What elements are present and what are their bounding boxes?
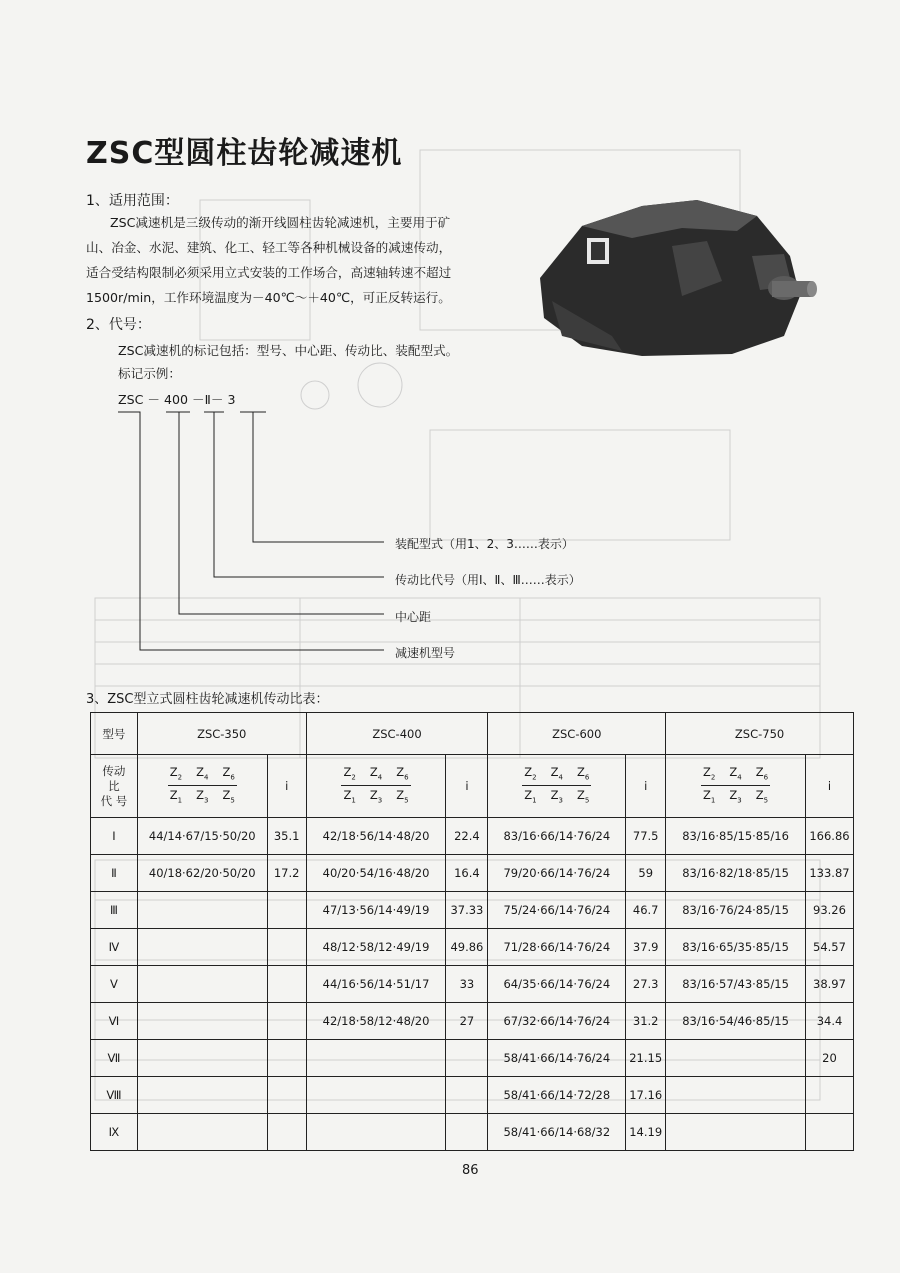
ratio-value-cell: 27 [446, 1003, 488, 1040]
ratio-code-cell: Ⅱ [91, 855, 138, 892]
ratio-value-cell: 16.4 [446, 855, 488, 892]
page-number: 86 [462, 1163, 479, 1178]
ratio-value-cell: 37.33 [446, 892, 488, 929]
gear-combo-cell: 83/16·76/24·85/15 [666, 892, 806, 929]
ratio-value-cell [267, 892, 306, 929]
gear-combo-cell [137, 1040, 267, 1077]
label-model: 减速机型号 [395, 646, 456, 660]
gear-combo-cell: 67/32·66/14·76/24 [488, 1003, 626, 1040]
ratio-value-cell [805, 1114, 853, 1151]
ratio-value-cell: 46.7 [626, 892, 666, 929]
gear-numerator: $Z_4$ [550, 764, 563, 781]
ratio-value-cell: 166.86 [805, 818, 853, 855]
example-label: 标记示例： [118, 366, 181, 381]
gear-fraction-header [137, 755, 267, 818]
gear-combo-cell [306, 1040, 446, 1077]
gear-combo-cell: 40/20·54/16·48/20 [306, 855, 446, 892]
gear-denominator: $Z_1$ [703, 788, 716, 805]
gear-denominator: $Z_1$ [169, 788, 183, 805]
ratio-value-cell [267, 1040, 306, 1077]
ratio-value-cell: 54.57 [805, 929, 853, 966]
section-heading-code: 2、代号： [86, 317, 151, 333]
gear-denominator: $Z_1$ [524, 788, 537, 805]
gear-fraction-header [488, 755, 626, 818]
gear-fraction [701, 765, 770, 808]
gear-combo-cell: 42/18·58/12·48/20 [306, 1003, 446, 1040]
gear-numerator: $Z_2$ [703, 764, 716, 781]
gear-numerator: $Z_2$ [343, 764, 356, 781]
header-i: i [805, 755, 853, 818]
page-title: ZSC型圆柱齿轮减速机 [86, 136, 403, 171]
gear-combo-cell: 71/28·66/14·76/24 [488, 929, 626, 966]
ratio-code-cell: Ⅶ [91, 1040, 138, 1077]
ratio-value-cell [446, 1114, 488, 1151]
header-zsc750: ZSC-750 [666, 713, 854, 755]
ratio-value-cell: 27.3 [626, 966, 666, 1003]
gear-combo-cell: 42/18·56/14·48/20 [306, 818, 446, 855]
ratio-value-cell: 21.15 [626, 1040, 666, 1077]
gear-combo-cell: 47/13·56/14·49/19 [306, 892, 446, 929]
table-row [91, 1114, 854, 1151]
gear-combo-cell: 58/41·66/14·76/24 [488, 1040, 626, 1077]
gear-combo-cell [137, 1003, 267, 1040]
table-subheader-row [91, 755, 854, 818]
ratio-value-cell: 38.97 [805, 966, 853, 1003]
table-row [91, 818, 854, 855]
gear-combo-cell: 58/41·66/14·72/28 [488, 1077, 626, 1114]
ratio-table [90, 712, 854, 1151]
gear-combo-cell [137, 966, 267, 1003]
ratio-code-cell: Ⅰ [91, 818, 138, 855]
ratio-value-cell: 31.2 [626, 1003, 666, 1040]
gear-fraction [168, 765, 237, 808]
ratio-code-cell: Ⅵ [91, 1003, 138, 1040]
header-i: i [446, 755, 488, 818]
gear-numerator: $Z_6$ [396, 764, 409, 781]
gear-fraction [341, 765, 410, 808]
ratio-value-cell: 133.87 [805, 855, 853, 892]
gear-fraction-header [666, 755, 806, 818]
header-i: i [267, 755, 306, 818]
header-zsc350: ZSC-350 [137, 713, 306, 755]
ratio-value-cell [267, 1077, 306, 1114]
gear-combo-cell: 83/16·65/35·85/15 [666, 929, 806, 966]
ratio-value-cell [267, 966, 306, 1003]
ratio-code-cell: Ⅲ [91, 892, 138, 929]
gear-denominator: $Z_3$ [196, 788, 209, 805]
gear-combo-cell [137, 892, 267, 929]
gear-numerator: $Z_2$ [524, 764, 537, 781]
gear-fraction [522, 765, 591, 808]
table-row [91, 966, 854, 1003]
ratio-value-cell: 22.4 [446, 818, 488, 855]
gear-combo-cell: 83/16·85/15·85/16 [666, 818, 806, 855]
ratio-value-cell: 17.2 [267, 855, 306, 892]
example-code: ZSC － 400 －Ⅱ－ 3 [118, 392, 236, 407]
scope-line: 1500r/min，工作环境温度为－40℃～＋40℃，可正反转运行。 [86, 290, 451, 305]
gear-combo-cell: 83/16·66/14·76/24 [488, 818, 626, 855]
gear-combo-cell: 64/35·66/14·76/24 [488, 966, 626, 1003]
gear-denominator: $Z_1$ [343, 788, 356, 805]
ratio-value-cell: 49.86 [446, 929, 488, 966]
ratio-value-cell [805, 1077, 853, 1114]
gear-combo-cell [666, 1077, 806, 1114]
gear-numerator: $Z_4$ [729, 764, 742, 781]
section-heading-scope: 1、适用范围： [86, 193, 179, 209]
gear-combo-cell: 83/16·54/46·85/15 [666, 1003, 806, 1040]
ratio-value-cell [267, 1003, 306, 1040]
gear-combo-cell: 48/12·58/12·49/19 [306, 929, 446, 966]
gear-denominator: $Z_3$ [729, 788, 742, 805]
ratio-code-cell: Ⅴ [91, 966, 138, 1003]
gear-combo-cell: 79/20·66/14·76/24 [488, 855, 626, 892]
gear-combo-cell: 40/18·62/20·50/20 [137, 855, 267, 892]
ratio-value-cell: 14.19 [626, 1114, 666, 1151]
label-center-distance: 中心距 [395, 610, 432, 624]
gear-numerator: $Z_6$ [576, 764, 590, 781]
gear-combo-cell [137, 1114, 267, 1151]
gear-numerator: $Z_4$ [369, 764, 383, 781]
table-row [91, 929, 854, 966]
gear-combo-cell: 44/16·56/14·51/17 [306, 966, 446, 1003]
gear-combo-cell [137, 1077, 267, 1114]
table-row [91, 1077, 854, 1114]
header-model: 型号 [91, 713, 138, 755]
ratio-code-cell: Ⅷ [91, 1077, 138, 1114]
scope-line: 山、冶金、水泥、建筑、化工、轻工等各种机械设备的减速传动， [86, 240, 452, 255]
ratio-value-cell: 77.5 [626, 818, 666, 855]
scope-line: 适合受结构限制必须采用立式安装的工作场合，高速轴转速不超过 [86, 265, 452, 280]
gear-numerator: $Z_4$ [196, 764, 209, 781]
ratio-value-cell: 93.26 [805, 892, 853, 929]
ratio-value-cell: 37.9 [626, 929, 666, 966]
gear-numerator: $Z_2$ [169, 764, 183, 781]
header-zsc400: ZSC-400 [306, 713, 488, 755]
header-zsc600: ZSC-600 [488, 713, 666, 755]
gear-denominator: $Z_3$ [550, 788, 563, 805]
ratio-code-cell: Ⅸ [91, 1114, 138, 1151]
ratio-value-cell: 33 [446, 966, 488, 1003]
gear-denominator: $Z_5$ [755, 788, 769, 805]
ratio-value-cell: 17.16 [626, 1077, 666, 1114]
gear-combo-cell: 83/16·82/18·85/15 [666, 855, 806, 892]
gear-denominator: $Z_5$ [576, 788, 590, 805]
ratio-code-cell: Ⅳ [91, 929, 138, 966]
table-row [91, 892, 854, 929]
gear-combo-cell: 58/41·66/14·68/32 [488, 1114, 626, 1151]
gear-combo-cell [306, 1077, 446, 1114]
ratio-value-cell [446, 1040, 488, 1077]
gear-denominator: $Z_5$ [396, 788, 409, 805]
section-heading-ratio-table: 3、ZSC型立式圆柱齿轮减速机传动比表： [86, 692, 329, 707]
gear-fraction-header [306, 755, 446, 818]
code-description: ZSC减速机的标记包括：型号、中心距、传动比、装配型式。 [118, 343, 459, 358]
header-ratio-code: 传动 比 代 号 [91, 755, 138, 818]
gear-combo-cell: 44/14·67/15·50/20 [137, 818, 267, 855]
gear-combo-cell [666, 1040, 806, 1077]
table-header-row [91, 713, 854, 755]
gear-denominator: $Z_3$ [369, 788, 383, 805]
label-assembly-type: 装配型式（用1、2、3……表示） [395, 537, 574, 551]
table-row [91, 1040, 854, 1077]
gear-combo-cell: 83/16·57/43·85/15 [666, 966, 806, 1003]
gear-combo-cell [137, 929, 267, 966]
scope-line: ZSC减速机是三级传动的渐开线圆柱齿轮减速机，主要用于矿 [110, 215, 451, 230]
header-i: i [626, 755, 666, 818]
ratio-value-cell: 20 [805, 1040, 853, 1077]
gear-numerator: $Z_6$ [222, 764, 235, 781]
ratio-value-cell [267, 929, 306, 966]
gear-combo-cell [666, 1114, 806, 1151]
ratio-value-cell [267, 1114, 306, 1151]
ratio-value-cell [446, 1077, 488, 1114]
table-row [91, 1003, 854, 1040]
label-ratio-code: 传动比代号（用Ⅰ、Ⅱ、Ⅲ……表示） [395, 573, 581, 587]
gear-combo-cell [306, 1114, 446, 1151]
ratio-value-cell: 35.1 [267, 818, 306, 855]
ratio-table-body [91, 818, 854, 1151]
ratio-value-cell: 59 [626, 855, 666, 892]
ratio-value-cell: 34.4 [805, 1003, 853, 1040]
gear-numerator: $Z_6$ [755, 764, 769, 781]
gear-combo-cell: 75/24·66/14·76/24 [488, 892, 626, 929]
table-row [91, 855, 854, 892]
gear-denominator: $Z_5$ [222, 788, 235, 805]
